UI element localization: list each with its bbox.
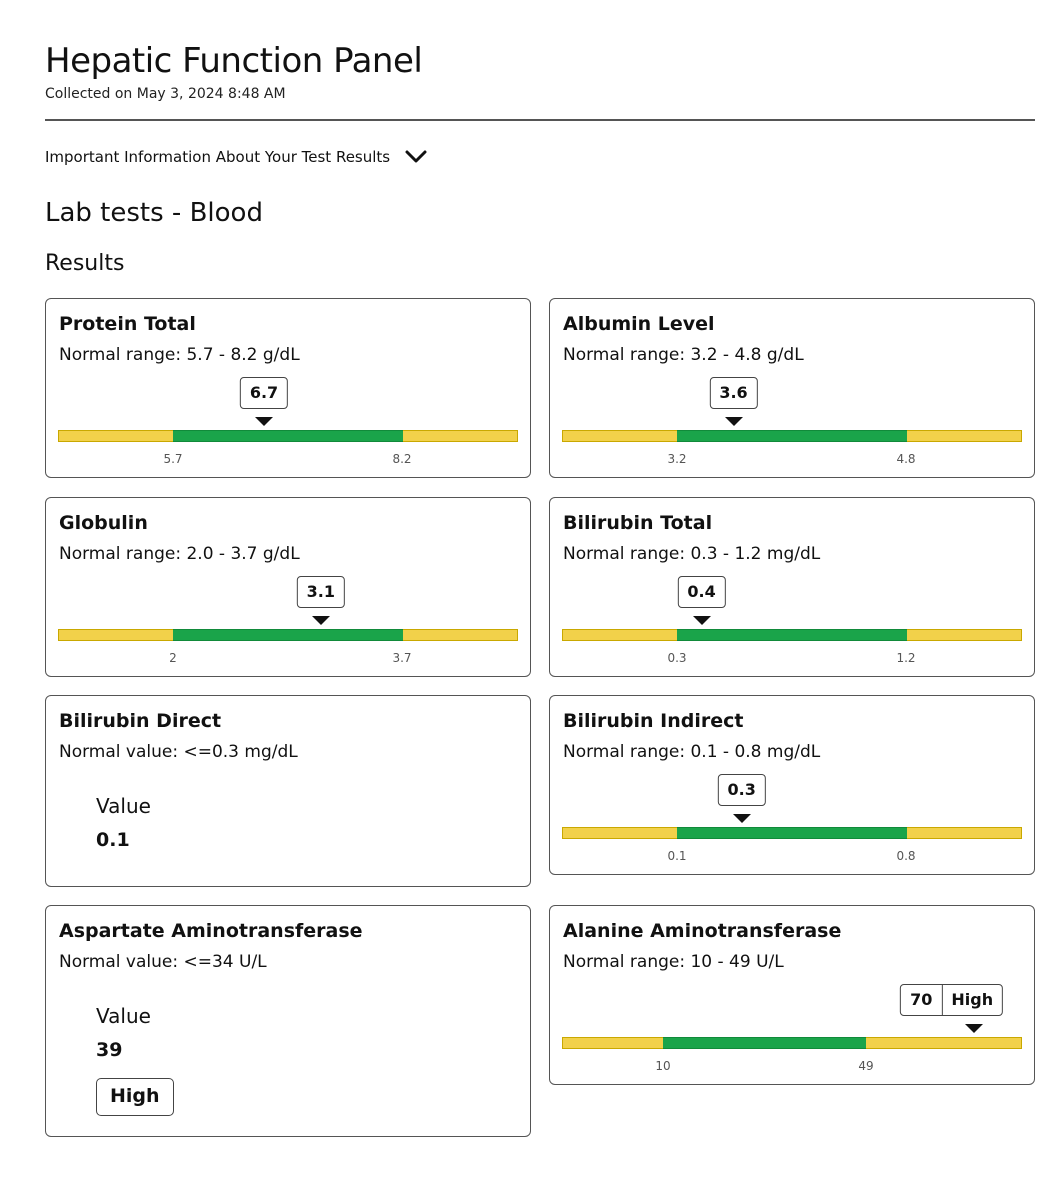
section-title: Lab tests - Blood <box>45 198 263 228</box>
range-bar <box>562 629 1022 641</box>
range-high-label: 1.2 <box>896 651 916 665</box>
result-card-bilirubin-indirect <box>549 695 1035 875</box>
result-value-marker: 3.1 <box>297 576 345 608</box>
result-card-globulin <box>45 497 531 677</box>
normal-range-segment <box>173 430 403 442</box>
chevron-down-icon[interactable] <box>404 146 428 168</box>
normal-value: Normal value: <=0.3 mg/dL <box>59 742 298 762</box>
result-pointer-icon <box>733 814 751 823</box>
range-bar <box>58 629 518 641</box>
normal-range: Normal range: 0.3 - 1.2 mg/dL <box>563 544 821 564</box>
value-label: Value <box>96 1004 151 1028</box>
high-flag-badge: High <box>96 1078 174 1116</box>
test-name: Bilirubin Direct <box>59 710 222 732</box>
result-card-bilirubin-direct <box>45 695 531 887</box>
normal-range: Normal range: 3.2 - 4.8 g/dL <box>563 345 804 365</box>
test-name: Alanine Aminotransferase <box>563 920 842 942</box>
range-low-label: 2 <box>169 651 177 665</box>
normal-range-segment <box>663 1037 866 1049</box>
page-title: Hepatic Function Panel <box>45 41 423 81</box>
result-pointer-icon <box>965 1024 983 1033</box>
range-low-label: 5.7 <box>163 452 183 466</box>
result-pointer-icon <box>725 417 743 426</box>
range-bar <box>562 827 1022 839</box>
range-bar <box>562 1037 1022 1049</box>
range-low-label: 10 <box>655 1059 671 1073</box>
normal-range: Normal range: 5.7 - 8.2 g/dL <box>59 345 300 365</box>
result-value-marker: 3.6 <box>709 377 757 409</box>
result-value: 0.1 <box>96 829 130 851</box>
range-low-label: 0.3 <box>667 651 687 665</box>
normal-range: Normal range: 10 - 49 U/L <box>563 952 784 972</box>
test-name: Albumin Level <box>563 313 715 335</box>
result-value-marker: 6.7 <box>240 377 288 409</box>
range-high-label: 8.2 <box>392 452 412 466</box>
important-info-label: Important Information About Your Test Results <box>45 148 391 166</box>
result-pointer-icon <box>693 616 711 625</box>
normal-range-segment <box>173 629 403 641</box>
high-flag: High <box>941 985 1002 1015</box>
range-low-label: 0.1 <box>667 849 687 863</box>
result-value-marker <box>900 984 1003 1016</box>
test-name: Protein Total <box>59 313 196 335</box>
result-value-marker: 0.4 <box>677 576 725 608</box>
result-card-protein-total <box>45 298 531 478</box>
normal-range: Normal range: 2.0 - 3.7 g/dL <box>59 544 300 564</box>
range-high-label: 4.8 <box>896 452 916 466</box>
range-high-label: 0.8 <box>896 849 916 863</box>
test-name: Aspartate Aminotransferase <box>59 920 363 942</box>
page-header <box>45 40 1035 104</box>
range-low-label: 3.2 <box>667 452 687 466</box>
normal-value: Normal value: <=34 U/L <box>59 952 267 972</box>
range-high-label: 3.7 <box>392 651 412 665</box>
result-pointer-icon <box>255 417 273 426</box>
result-value: 39 <box>96 1039 123 1061</box>
normal-range: Normal range: 0.1 - 0.8 mg/dL <box>563 742 821 762</box>
normal-range-segment <box>677 629 907 641</box>
result-card-aspartate-aminotransferase <box>45 905 531 1137</box>
result-pointer-icon <box>312 616 330 625</box>
result-card-alanine-aminotransferase <box>549 905 1035 1085</box>
header-divider <box>45 119 1035 121</box>
result-value: 70 <box>910 990 933 1009</box>
normal-range-segment <box>677 430 907 442</box>
range-bar <box>562 430 1022 442</box>
test-name: Globulin <box>59 512 148 534</box>
result-value-marker: 0.3 <box>718 774 766 806</box>
range-high-label: 49 <box>858 1059 874 1073</box>
test-name: Bilirubin Total <box>563 512 713 534</box>
collected-date: Collected on May 3, 2024 8:48 AM <box>45 86 286 102</box>
important-info-toggle[interactable] <box>45 146 428 168</box>
test-name: Bilirubin Indirect <box>563 710 744 732</box>
normal-range-segment <box>677 827 907 839</box>
result-card-albumin-level <box>549 298 1035 478</box>
result-card-bilirubin-total <box>549 497 1035 677</box>
value-label: Value <box>96 794 151 818</box>
results-title: Results <box>45 251 125 276</box>
range-bar <box>58 430 518 442</box>
